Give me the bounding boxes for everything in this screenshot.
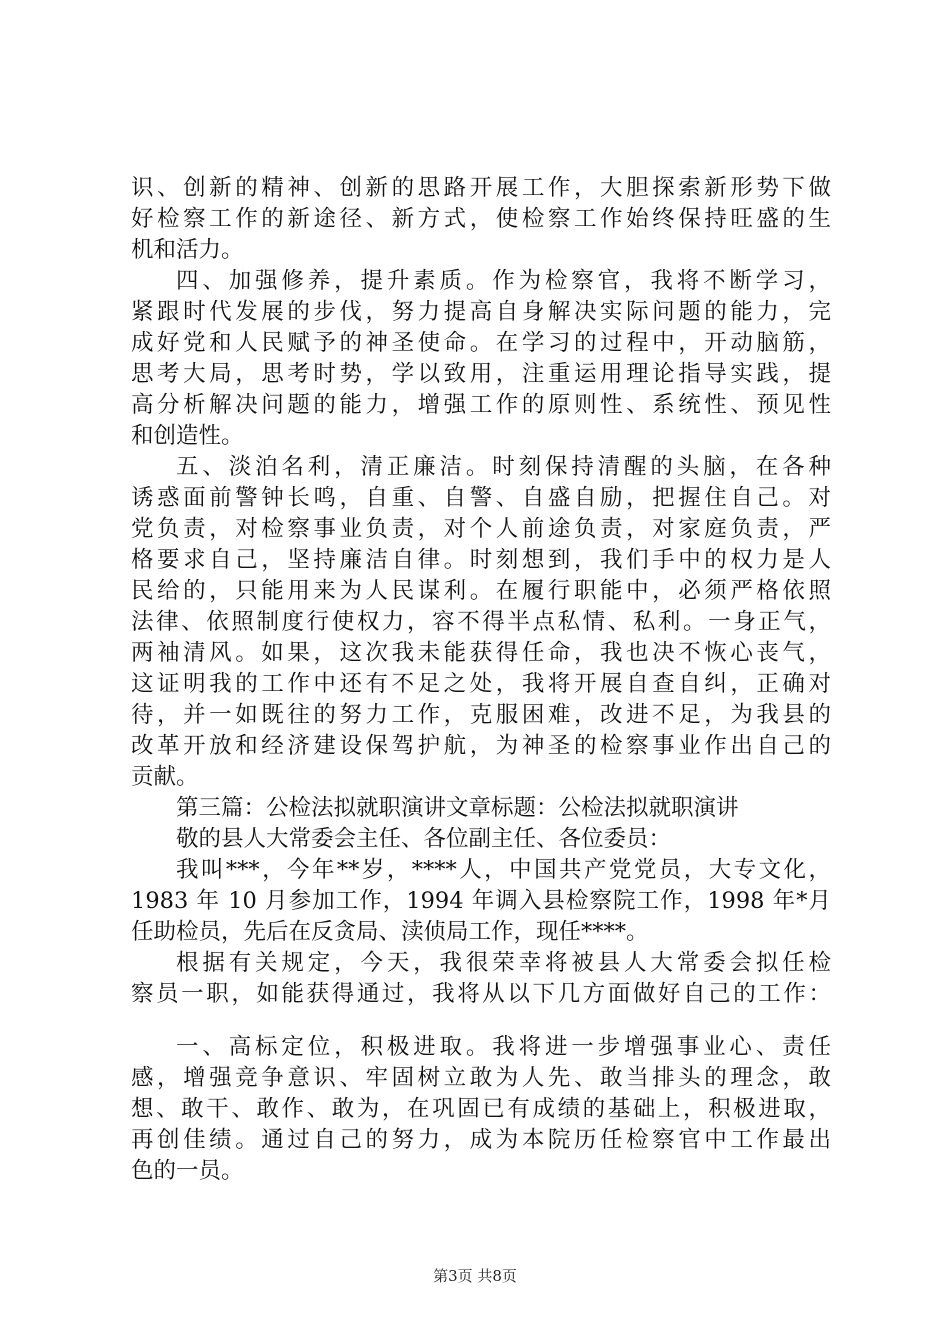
paragraph-start-line: 五、淡泊名利，清正廉洁。时刻保持清醒的头脑，在各种 (176, 454, 831, 480)
text-line: 成好党和人民赋予的神圣使命。在学习的过程中，开动脑筋， (131, 330, 831, 356)
text-line: 诱惑面前警钟长鸣，自重、自警、自盛自励，把握住自己。对 (131, 485, 831, 511)
paragraph-start-line: 根据有关规定，今天，我很荣幸将被县人大常委会拟任检 (176, 950, 831, 976)
text-line: 任助检员，先后在反贪局、渎侦局工作，现任****。 (131, 919, 649, 945)
text-line: 法律、依照制度行使权力，容不得半点私情、私利。一身正气， (131, 609, 831, 635)
text-line: 待，并一如既往的努力工作，克服困难，改进不足，为我县的 (131, 702, 831, 728)
text-line: 和创造性。 (131, 423, 244, 449)
salutation-line: 敬的县人大常委会主任、各位副主任、各位委员： (176, 826, 672, 852)
page-footer: 第3页 共8页 (433, 1267, 517, 1285)
text-line: 想、敢干、敢作、敢为，在巩固已有成绩的基础上，积极进取， (131, 1096, 831, 1122)
text-line: 格要求自己，坚持廉洁自律。时刻想到，我们手中的权力是人 (131, 547, 831, 573)
text-line: 感，增强竞争意识、牢固树立敢为人先、敢当排头的理念，敢 (131, 1065, 831, 1091)
text-line: 好检察工作的新途径、新方式，使检察工作始终保持旺盛的生 (131, 206, 831, 232)
text-line: 两袖清风。如果，这次我未能获得任命，我也决不恢心丧气， (131, 640, 831, 666)
paragraph-start-line: 四、加强修养，提升素质。作为检察官，我将不断学习， (176, 268, 831, 294)
text-line: 机和活力。 (131, 237, 244, 263)
text-line: 高分析解决问题的能力，增强工作的原则性、系统性、预见性 (131, 392, 831, 418)
text-line: 再创佳绩。通过自己的努力，成为本院历任检察官中工作最出 (131, 1127, 831, 1153)
text-line: 改革开放和经济建设保驾护航，为神圣的检察事业作出自己的 (131, 733, 831, 759)
text-line: 色的一员。 (131, 1158, 244, 1184)
text-line: 贡献。 (131, 764, 199, 790)
text-line: 紧跟时代发展的步伐，努力提高自身解决实际问题的能力，完 (131, 299, 831, 325)
text-line: 党负责，对检察事业负责，对个人前途负责，对家庭负责，严 (131, 516, 831, 542)
document-body (131, 173, 831, 1187)
text-line: 察员一职，如能获得通过，我将从以下几方面做好自己的工作： (131, 981, 831, 1007)
section-heading: 第三篇：公检法拟就职演讲文章标题：公检法拟就职演讲 (176, 795, 739, 821)
paragraph-start-line: 一、高标定位，积极进取。我将进一步增强事业心、责任 (176, 1034, 831, 1060)
text-line: 民给的，只能用来为人民谋利。在履行职能中，必须严格依照 (131, 578, 831, 604)
paragraph-start-line: 我叫***，今年**岁，****人，中国共产党党员，大专文化， (176, 857, 831, 883)
text-line: 思考大局，思考时势，学以致用，注重运用理论指导实践，提 (131, 361, 831, 387)
text-line: 1983 年 10 月参加工作，1994 年调入县检察院工作，1998 年*月 (131, 888, 831, 914)
text-line: 这证明我的工作中还有不足之处，我将开展自查自纠，正确对 (131, 671, 831, 697)
text-line: 识、创新的精神、创新的思路开展工作，大胆探索新形势下做 (131, 175, 831, 201)
